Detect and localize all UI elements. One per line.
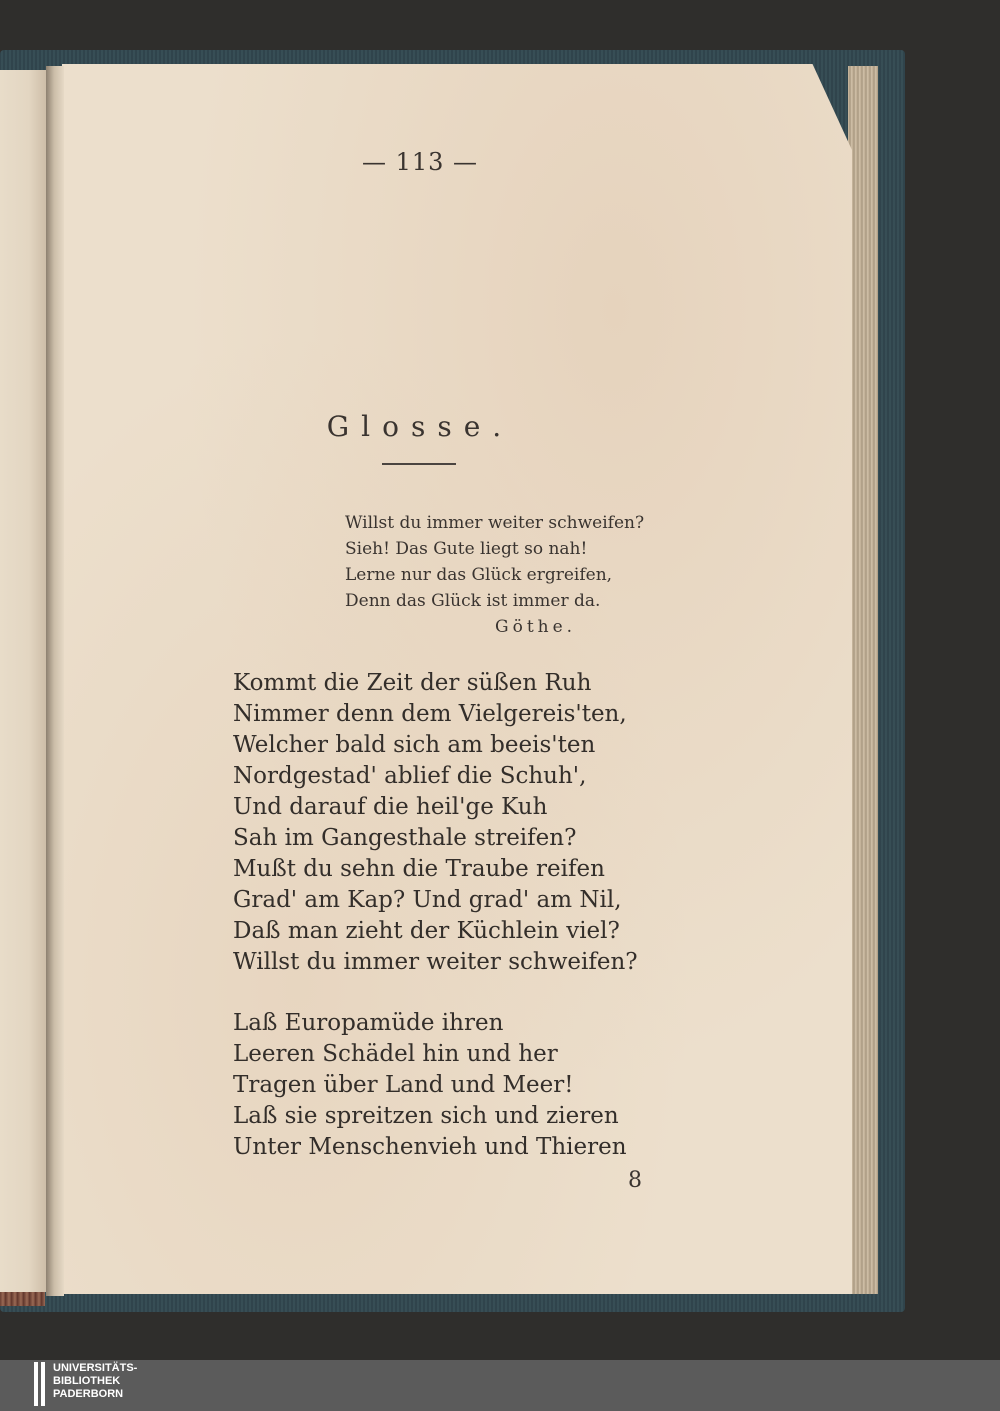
stanza-2 bbox=[233, 1008, 653, 1163]
library-logo-text bbox=[53, 1362, 193, 1401]
logo-line: PADERBORN bbox=[53, 1388, 124, 1400]
library-logo-icon bbox=[34, 1362, 46, 1406]
page-edges bbox=[848, 66, 878, 1294]
verse-line: Welcher bald sich am beeis'ten bbox=[233, 732, 596, 758]
verse-line: Nordgestad' ablief die Schuh', bbox=[233, 763, 587, 789]
verse-line: Laß sie spreitzen sich und zieren bbox=[233, 1103, 619, 1129]
epigraph-line: Denn das Glück ist immer da. bbox=[345, 591, 601, 611]
verse-line: Und darauf die heil'ge Kuh bbox=[233, 794, 548, 820]
verse-line: Daß man zieht der Küchlein viel? bbox=[233, 918, 620, 944]
book-gutter bbox=[46, 66, 64, 1296]
poem-title: Glosse. bbox=[326, 410, 514, 443]
verse-line: Unter Menschenvieh und Thieren bbox=[233, 1134, 627, 1160]
epigraph bbox=[345, 510, 655, 640]
stanza-1 bbox=[233, 668, 653, 978]
verse-line: Leeren Schädel hin und her bbox=[233, 1041, 558, 1067]
verse-line: Willst du immer weiter schweifen? bbox=[233, 949, 638, 975]
epigraph-line: Lerne nur das Glück ergreifen, bbox=[345, 565, 613, 585]
title-divider bbox=[382, 463, 456, 465]
signature-mark: 8 bbox=[628, 1168, 642, 1193]
logo-line: UNIVERSITÄTS- bbox=[53, 1362, 138, 1374]
logo-line: BIBLIOTHEK bbox=[53, 1375, 121, 1387]
page-number-header: — 113 — bbox=[361, 148, 479, 176]
epigraph-author: Göthe. bbox=[495, 617, 577, 637]
verse-line: Sah im Gangesthale streifen? bbox=[233, 825, 577, 851]
left-page bbox=[0, 70, 48, 1292]
verse-line: Grad' am Kap? Und grad' am Nil, bbox=[233, 887, 622, 913]
cover-binding-strip bbox=[0, 1292, 45, 1306]
verse-line: Mußt du sehn die Traube reifen bbox=[233, 856, 605, 882]
verse-line: Laß Europamüde ihren bbox=[233, 1010, 504, 1036]
verse-line: Tragen über Land und Meer! bbox=[233, 1072, 574, 1098]
verse-line: Kommt die Zeit der süßen Ruh bbox=[233, 670, 592, 696]
verse-line: Nimmer denn dem Vielgereis'ten, bbox=[233, 701, 627, 727]
epigraph-line: Willst du immer weiter schweifen? bbox=[345, 513, 645, 533]
epigraph-line: Sieh! Das Gute liegt so nah! bbox=[345, 539, 588, 559]
